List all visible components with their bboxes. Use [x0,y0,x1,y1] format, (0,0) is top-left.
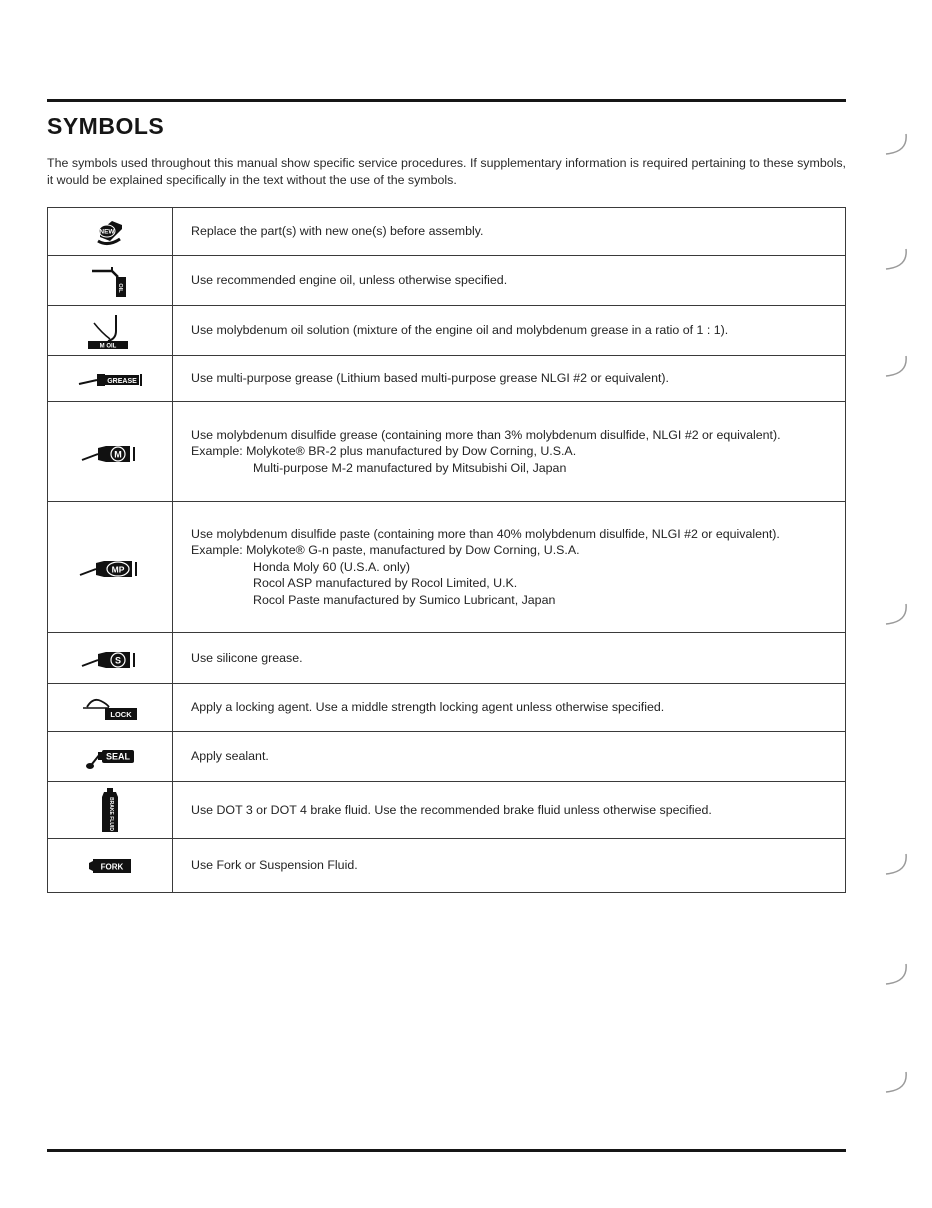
svg-text:NEW: NEW [99,228,115,235]
symbol-description: Replace the part(s) with new one(s) before assembly. [191,224,484,239]
binder-mark [880,600,910,628]
svg-text:M OIL: M OIL [99,343,117,349]
symbol-description: Use molybdenum disulfide paste (containing more than 40% molybdenum disulfide, NLGI #2 or equivalent). [191,526,780,541]
symbol-description: Apply sealant. [191,749,269,764]
svg-text:S: S [114,655,122,666]
grease-icon [48,356,173,401]
sealant-icon [48,732,173,781]
locking-agent-icon [48,684,173,731]
svg-text:MP: MP [111,564,125,575]
symbol-row-moly-grease [48,401,845,501]
symbol-row-moly-paste [48,501,845,632]
example-item: Honda Moly 60 (U.S.A. only) [253,559,411,574]
symbol-description: Use silicone grease. [191,650,303,665]
svg-text:BRAKE FLUID: BRAKE FLUID [108,797,114,831]
svg-text:M: M [114,449,122,459]
symbol-row-grease [48,355,845,401]
binder-mark [880,1068,910,1096]
svg-text:OIL: OIL [117,282,123,293]
intro-paragraph: The symbols used throughout this manual show specific service procedures. If supplementary information is required pertaining to these symbols, it would be explained specifically in the text without the use of the symbols. [47,156,846,187]
binder-mark [880,960,910,988]
example-label: Example: Molykote® BR-2 plus manufactured by Dow Corning, U.S.A. [191,444,577,459]
symbol-row-oil [48,255,845,305]
example-item: Multi-purpose M-2 manufactured by Mitsubishi Oil, Japan [253,460,567,475]
symbol-row-fork [48,838,845,892]
new-part-icon [48,208,173,255]
molybdenum-grease-icon [48,402,173,501]
symbols-table [47,207,846,893]
symbol-row-seal [48,731,845,781]
symbol-row-silicone [48,632,845,683]
silicone-grease-icon [48,633,173,683]
molybdenum-paste-icon [48,502,173,632]
svg-text:GREASE: GREASE [107,377,137,385]
brake-fluid-icon [48,782,173,838]
svg-text:FORK: FORK [100,862,124,871]
symbol-description: Use multi-purpose grease (Lithium based multi-purpose grease NLGI #2 or equivalent). [191,371,669,386]
bottom-rule [47,1149,846,1152]
top-rule [47,99,846,102]
symbol-row-new [48,208,845,255]
symbol-description: Use recommended engine oil, unless otherwise specified. [191,273,508,288]
symbol-row-brake-fluid [48,781,845,838]
example-item: Rocol ASP manufactured by Rocol Limited, U.K. [253,576,518,591]
svg-text:LOCK: LOCK [110,709,132,719]
page-title: SYMBOLS [47,113,165,139]
symbol-row-lock [48,683,845,731]
symbol-row-moly-oil [48,305,845,355]
example-item: Rocol Paste manufactured by Sumico Lubricant, Japan [253,592,556,607]
molybdenum-oil-icon [48,306,173,355]
svg-text:SEAL: SEAL [105,751,131,761]
fork-fluid-icon [48,839,173,892]
binder-mark [880,130,910,158]
binder-mark [880,352,910,380]
symbol-description: Use Fork or Suspension Fluid. [191,858,358,873]
symbol-description: Apply a locking agent. Use a middle strength locking agent unless otherwise specified. [191,700,665,715]
symbol-description: Use molybdenum oil solution (mixture of the engine oil and molybdenum grease in a ratio of 1 : 1). [191,323,729,338]
binder-mark [880,850,910,878]
binder-mark [880,245,910,273]
symbol-description: Use DOT 3 or DOT 4 brake fluid. Use the recommended brake fluid unless otherwise specified. [191,802,712,817]
example-label: Example: Molykote® G-n paste, manufactured by Dow Corning, U.S.A. [191,543,580,558]
engine-oil-icon [48,256,173,305]
symbol-description: Use molybdenum disulfide grease (containing more than 3% molybdenum disulfide, NLGI #2 or equivalent). [191,427,781,442]
